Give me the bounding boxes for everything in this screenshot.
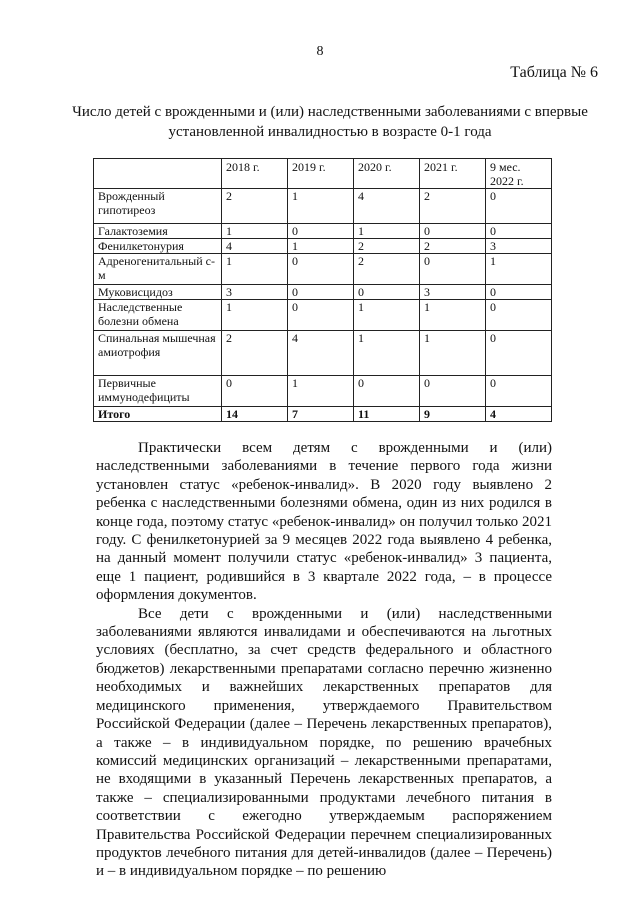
row-label: Галактоземия (94, 224, 222, 239)
total-cell: 14 (222, 407, 288, 422)
row-label: Врожденный гипотиреоз (94, 189, 222, 224)
table-row (94, 254, 552, 285)
table-cell: 1 (354, 224, 420, 239)
table-cell: 0 (486, 331, 552, 376)
table-header-row (94, 159, 552, 189)
table-row (94, 300, 552, 331)
table-header-cell: 2021 г. (420, 159, 486, 189)
table-cell: 1 (486, 254, 552, 285)
table-label: Таблица № 6 (510, 64, 598, 81)
table-cell: 2 (222, 189, 288, 224)
total-cell: 4 (486, 407, 552, 422)
table-cell: 1 (288, 376, 354, 407)
total-cell: 7 (288, 407, 354, 422)
table-cell: 4 (222, 239, 288, 254)
table-header-cell (94, 159, 222, 189)
table-caption: Число детей с врожденными и (или) наследственными заболеваниями с впервые установленной инвалидностью в возрасте 0-1 года (72, 104, 588, 140)
disability-table (93, 158, 552, 422)
table-cell: 0 (420, 254, 486, 285)
table-cell: 1 (420, 300, 486, 331)
table-cell: 0 (420, 224, 486, 239)
table-row (94, 331, 552, 376)
table-cell: 0 (288, 224, 354, 239)
total-cell: 9 (420, 407, 486, 422)
table-cell: 1 (354, 331, 420, 376)
table-cell: 3 (420, 285, 486, 300)
table-row (94, 239, 552, 254)
table-cell: 2 (354, 239, 420, 254)
table-cell: 2 (354, 254, 420, 285)
table-cell: 0 (288, 300, 354, 331)
row-label: Фенилкетонурия (94, 239, 222, 254)
row-label: Муковисцидоз (94, 285, 222, 300)
table-cell: 0 (486, 189, 552, 224)
table-cell: 2 (222, 331, 288, 376)
table-row (94, 285, 552, 300)
table-cell: 1 (288, 189, 354, 224)
table-cell: 0 (486, 300, 552, 331)
total-label: Итого (94, 407, 222, 422)
table-header-cell: 2019 г. (288, 159, 354, 189)
table-header-cell: 9 мес. 2022 г. (486, 159, 552, 189)
table-cell: 1 (354, 300, 420, 331)
table-body (94, 189, 552, 422)
table-cell: 0 (486, 285, 552, 300)
paragraph: Все дети с врожденными и (или) наследственными заболеваниями являются инвалидами и обеспечиваются на льготных условиях (бесплатно, за счет средств федерального и областного бюджетов) лекарственными препаратами согласно перечню жизненно необходимых и важнейших лекарственных препаратов для медицинского применения, утверждаемого Правительством Российской Федерации (далее – Перечень лекарственных препаратов), а также – в индивидуальном порядке, по решению врачебных комиссий медицинских организаций – лекарственными препаратами, не входящими в указанный Перечень лекарственных препаратов, а также – специализированными продуктами лечебного питания в соответствии с ежегодно утверждаемым распоряжением Правительства Российской Федерации перечнем специализированных продуктов лечебного питания для детей-инвалидов (далее – Перечень) и – в индивидуальном порядке – по решению (96, 605, 552, 880)
table-cell: 0 (354, 285, 420, 300)
body-text (96, 439, 552, 881)
table-cell: 1 (222, 224, 288, 239)
table-cell: 0 (222, 376, 288, 407)
table-total-row (94, 407, 552, 422)
table-cell: 0 (288, 285, 354, 300)
total-cell: 11 (354, 407, 420, 422)
table-cell: 2 (420, 189, 486, 224)
table-cell: 1 (222, 300, 288, 331)
table-cell: 2 (420, 239, 486, 254)
table-cell: 0 (486, 224, 552, 239)
table-header-cell: 2018 г. (222, 159, 288, 189)
table-cell: 3 (486, 239, 552, 254)
table-cell: 0 (486, 376, 552, 407)
table-cell: 1 (222, 254, 288, 285)
table-cell: 0 (354, 376, 420, 407)
row-label: Адреногенитальный с-м (94, 254, 222, 285)
row-label: Первичные иммунодефициты (94, 376, 222, 407)
table-cell: 3 (222, 285, 288, 300)
row-label: Спинальная мышечная амиотрофия (94, 331, 222, 376)
table-cell: 0 (420, 376, 486, 407)
table-cell: 4 (354, 189, 420, 224)
table-row (94, 189, 552, 224)
row-label: Наследственные болезни обмена (94, 300, 222, 331)
table-row (94, 376, 552, 407)
table-cell: 0 (288, 254, 354, 285)
table-header-cell: 2020 г. (354, 159, 420, 189)
table-cell: 4 (288, 331, 354, 376)
page-number: 8 (316, 44, 324, 59)
table-row (94, 224, 552, 239)
paragraph: Практически всем детям с врожденными и (или) наследственными заболеваниями в течение первого года жизни установлен статус «ребенок-инвалид». В 2020 году выявлено 2 ребенка с наследственными болезнями обмена, один из них родился в конце года, поэтому статус «ребенок-инвалид» он получил только 2021 году. С фенилкетонурией за 9 месяцев 2022 года выявлено 4 ребенка, на данный момент получили статус «ребенок-инвалид» 3 пациента, еще 1 пациент, родившийся в 3 квартале 2022 года, – в процессе оформления документов. (96, 440, 552, 604)
table-cell: 1 (288, 239, 354, 254)
table-cell: 1 (420, 331, 486, 376)
